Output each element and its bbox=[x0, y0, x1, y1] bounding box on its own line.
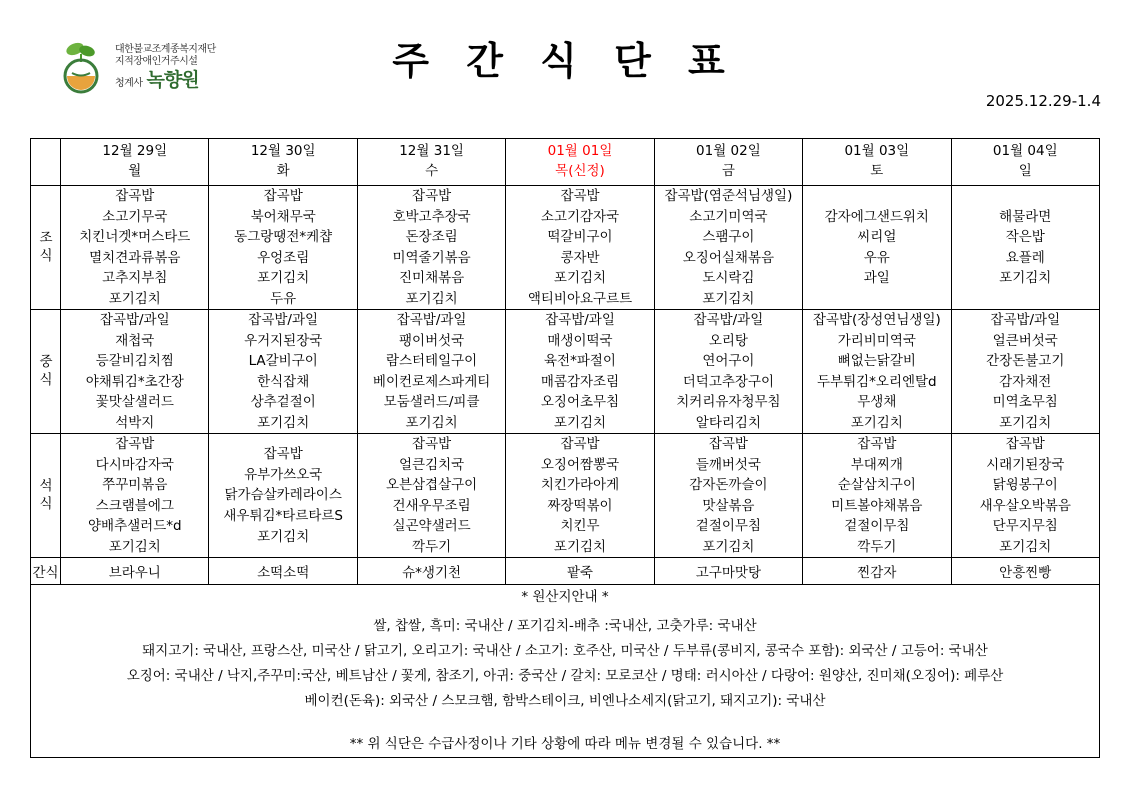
menu-item: 꽃맛살샐러드 bbox=[95, 394, 174, 411]
menu-item: 스크램블에그 bbox=[95, 497, 174, 514]
day-date: 01월 04일 bbox=[992, 143, 1058, 160]
menu-item: 더덕고추장구이 bbox=[682, 373, 775, 390]
menu-item: 포기김치 bbox=[257, 270, 310, 287]
menu-item: 잡곡밥 bbox=[412, 188, 452, 204]
menu-item: 치킨너겟*머스타드 bbox=[79, 229, 191, 246]
menu-item: 감자에그샌드위치 bbox=[824, 208, 929, 225]
menu-item: 팽이버섯국 bbox=[398, 332, 465, 349]
menu-item: 쭈꾸미볶음 bbox=[102, 477, 168, 494]
menu-item: 우거지된장국 bbox=[244, 332, 323, 349]
menu-item: 들깨버섯국 bbox=[695, 456, 762, 473]
meal-type-char: 석 bbox=[39, 478, 52, 495]
weekly-menu-table bbox=[30, 138, 1100, 758]
menu-item: 잡곡밥 bbox=[560, 436, 600, 453]
menu-item: 잡곡밥/과일 bbox=[248, 312, 319, 329]
menu-item: 포기김치 bbox=[257, 414, 310, 431]
menu-item: 씨리얼 bbox=[857, 229, 897, 246]
menu-item: 치킨가라아게 bbox=[540, 477, 620, 494]
menu-item: 매콤감자조림 bbox=[540, 373, 620, 390]
origin-notice-line: 돼지고기: 국내산, 프랑스산, 미국산 / 닭고기, 오리고기: 국내산 / 소고기: 호주산, 미국산 / 두부류(콩비지, 콩국수 포함): 외국산 / 고등어: 국내산 bbox=[142, 643, 988, 660]
day-header-cell bbox=[654, 139, 802, 186]
snack-cell: 안흥찐빵 bbox=[951, 558, 1099, 585]
menu-item: 포기김치 bbox=[553, 270, 607, 287]
day-date: 01월 02일 bbox=[696, 143, 761, 160]
menu-item: 소고기감자국 bbox=[540, 208, 620, 225]
menu-cell bbox=[654, 434, 802, 558]
day-date: 12월 29일 bbox=[102, 143, 168, 160]
menu-item: 소고기무국 bbox=[102, 208, 168, 225]
meal-type-label bbox=[31, 434, 61, 558]
day-weekday: 목(신정) bbox=[555, 163, 605, 179]
menu-item: 양배추샐러드*d bbox=[87, 518, 182, 535]
menu-cell bbox=[506, 310, 654, 434]
menu-item: 매생이떡국 bbox=[547, 332, 613, 349]
meal-type-char: 식 bbox=[39, 247, 52, 264]
org-main-name: 녹향원 bbox=[146, 68, 199, 91]
menu-item: 포기김치 bbox=[999, 270, 1052, 287]
menu-cell bbox=[506, 434, 654, 558]
origin-notice-line: 오징어: 국내산 / 낙지,주꾸미:국산, 베트남산 / 꽃게, 참조기, 아귀: 중국산 / 갈치: 모로코산 / 명태: 러시아산 / 다랑어: 원양산, 진미채(오징어): 페루산 bbox=[126, 668, 1004, 685]
menu-change-disclaimer: ** 위 식단은 수급사정이나 기타 상황에 따라 메뉴 변경될 수 있습니다. ** bbox=[349, 736, 781, 753]
menu-item: 치커리유자청무침 bbox=[676, 394, 781, 411]
menu-cell bbox=[357, 310, 505, 434]
menu-item: 잡곡밥/과일 bbox=[99, 312, 170, 329]
menu-item: 건새우무조림 bbox=[392, 497, 471, 514]
menu-item: 미역초무침 bbox=[992, 394, 1058, 411]
menu-cell bbox=[357, 186, 505, 310]
menu-item: 오징어실채볶음 bbox=[682, 249, 775, 266]
menu-item: 무생채 bbox=[857, 394, 897, 411]
menu-item: 뼈없는닭갈비 bbox=[837, 353, 916, 370]
menu-item: 우엉조림 bbox=[257, 249, 310, 266]
meal-type-char: 식 bbox=[39, 495, 52, 512]
menu-item: 간장돈불고기 bbox=[986, 353, 1065, 370]
origin-notice-cell bbox=[31, 585, 1100, 758]
menu-item: 알타리김치 bbox=[695, 414, 762, 431]
menu-item: 액티비아요구르트 bbox=[527, 290, 633, 307]
menu-item: 감자돈까슬이 bbox=[689, 477, 768, 494]
menu-item: 오징어초무침 bbox=[540, 394, 620, 411]
menu-cell bbox=[506, 186, 654, 310]
menu-item: 포기김치 bbox=[999, 414, 1052, 431]
menu-item: 순살삼치구이 bbox=[837, 477, 916, 494]
menu-item: 람스터테일구이 bbox=[385, 353, 478, 370]
menu-cell bbox=[803, 434, 951, 558]
meal-row bbox=[31, 310, 1100, 434]
menu-item: 잡곡밥(염준석님생일) bbox=[664, 188, 793, 204]
day-date: 01월 03일 bbox=[844, 143, 910, 160]
org-line-1: 대한불교조계종복지재단 bbox=[115, 43, 216, 55]
day-header-cell bbox=[951, 139, 1099, 186]
origin-notice-line: 쌀, 찹쌀, 흑미: 국내산 / 포기김치-배추 :국내산, 고춧가루: 국내산 bbox=[373, 618, 757, 635]
snack-cell: 슈*생기천 bbox=[357, 558, 505, 585]
menu-item: 닭윙봉구이 bbox=[992, 477, 1058, 494]
menu-item: 떡갈비구이 bbox=[547, 229, 613, 246]
document-header bbox=[0, 0, 1129, 120]
menu-cell bbox=[61, 310, 209, 434]
menu-item: 포기김치 bbox=[553, 414, 607, 431]
day-header-cell bbox=[357, 139, 505, 186]
menu-item: 북어채무국 bbox=[250, 208, 316, 225]
menu-item: 과일 bbox=[863, 270, 890, 287]
menu-item: 연어구이 bbox=[702, 353, 755, 370]
date-range-label: 2025.12.29-1.4 bbox=[985, 92, 1101, 110]
menu-item: 석박지 bbox=[115, 414, 155, 431]
menu-item: 시래기된장국 bbox=[986, 456, 1065, 473]
day-header-cell bbox=[209, 139, 357, 186]
org-line-2: 지적장애인거주시설 bbox=[115, 56, 198, 68]
day-weekday: 월 bbox=[128, 163, 142, 179]
menu-item: 단무지무침 bbox=[992, 518, 1058, 535]
menu-item: 포기김치 bbox=[702, 538, 755, 555]
menu-item: 잡곡밥/과일 bbox=[396, 312, 467, 329]
menu-cell bbox=[61, 434, 209, 558]
menu-cell bbox=[951, 310, 1099, 434]
menu-item: 깍두기 bbox=[412, 538, 452, 555]
menu-item: 다시마감자국 bbox=[95, 456, 174, 473]
menu-item: 재첩국 bbox=[115, 332, 155, 349]
day-weekday: 일 bbox=[1018, 163, 1032, 179]
menu-item: 우유 bbox=[863, 249, 890, 266]
menu-item: 호박고추장국 bbox=[392, 208, 471, 225]
day-weekday: 토 bbox=[870, 163, 884, 179]
menu-item: 소고기미역국 bbox=[689, 208, 768, 225]
menu-cell bbox=[357, 434, 505, 558]
meal-type-label bbox=[31, 186, 61, 310]
day-date: 12월 31일 bbox=[399, 143, 464, 160]
menu-cell bbox=[209, 310, 357, 434]
menu-cell bbox=[654, 186, 802, 310]
menu-item: 포기김치 bbox=[999, 538, 1052, 555]
menu-item: 포기김치 bbox=[405, 414, 458, 431]
menu-item: 두부튀김*오리엔탈d bbox=[816, 373, 937, 390]
menu-item: 새우튀김*타르타르S bbox=[223, 507, 344, 524]
menu-cell bbox=[803, 310, 951, 434]
menu-item: 해물라면 bbox=[999, 208, 1052, 225]
menu-item: 포기김치 bbox=[257, 528, 310, 545]
origin-notice-row bbox=[31, 585, 1100, 758]
menu-item: 겉절이무침 bbox=[844, 518, 910, 535]
meal-type-label bbox=[31, 310, 61, 434]
menu-item: 미트볼야채볶음 bbox=[831, 497, 923, 514]
menu-item: 치킨무 bbox=[560, 518, 600, 535]
menu-item: 오징어짬뽕국 bbox=[540, 456, 620, 473]
menu-item: 오리탕 bbox=[708, 332, 748, 349]
menu-item: 잡곡밥/과일 bbox=[693, 312, 764, 329]
menu-item: 미역줄기볶음 bbox=[392, 249, 471, 266]
org-branch-label: 청계사 bbox=[115, 77, 143, 89]
menu-item: 한식잡채 bbox=[257, 373, 310, 390]
menu-item: 작은밥 bbox=[1005, 229, 1045, 246]
meal-type-char: 조 bbox=[39, 230, 52, 246]
menu-item: 실곤약샐러드 bbox=[392, 518, 471, 535]
menu-cell bbox=[209, 434, 357, 558]
menu-item: 감자채전 bbox=[999, 373, 1052, 390]
menu-item: 겉절이무침 bbox=[695, 518, 762, 535]
origin-notice-line: 베이컨(돈육): 외국산 / 스모크햄, 함박스테이크, 비엔나소세지(닭고기, 돼지고기): 국내산 bbox=[304, 693, 826, 710]
menu-item: 진미채볶음 bbox=[398, 270, 465, 287]
menu-item: 잡곡밥 bbox=[1005, 436, 1045, 453]
menu-item: 새우살오박볶음 bbox=[979, 497, 1071, 514]
day-weekday: 수 bbox=[425, 163, 439, 179]
menu-item: 부대찌개 bbox=[850, 456, 903, 473]
day-weekday: 금 bbox=[721, 163, 735, 179]
menu-item: 얼큰김치국 bbox=[398, 456, 465, 473]
menu-item: 잡곡밥(장성연님생일) bbox=[812, 312, 941, 329]
meal-type-char: 식 bbox=[39, 371, 52, 388]
menu-item: 잡곡밥 bbox=[857, 436, 897, 453]
menu-cell bbox=[951, 434, 1099, 558]
menu-item: 잡곡밥 bbox=[708, 436, 748, 453]
day-header-cell bbox=[506, 139, 654, 186]
menu-item: 등갈비김치찜 bbox=[95, 353, 174, 370]
menu-cell bbox=[951, 186, 1099, 310]
day-date: 01월 01일 bbox=[547, 143, 613, 160]
menu-item: 포기김치 bbox=[850, 414, 903, 431]
day-header-cell bbox=[803, 139, 951, 186]
menu-item: 얼큰버섯국 bbox=[992, 332, 1058, 349]
menu-item: 두유 bbox=[270, 290, 297, 307]
menu-item: 돈장조림 bbox=[405, 229, 458, 246]
page-title: 주 간 식 단 표 bbox=[392, 39, 737, 83]
menu-cell bbox=[654, 310, 802, 434]
meal-row bbox=[31, 186, 1100, 310]
snack-cell: 고구마맛탕 bbox=[654, 558, 802, 585]
menu-cell bbox=[803, 186, 951, 310]
menu-cell bbox=[209, 186, 357, 310]
snack-cell: 브라우니 bbox=[61, 558, 209, 585]
menu-item: 잡곡밥 bbox=[412, 436, 452, 453]
menu-item: 잡곡밥 bbox=[263, 188, 303, 204]
menu-item: 포기김치 bbox=[405, 290, 458, 307]
menu-item: 유부가쓰오국 bbox=[244, 466, 323, 483]
menu-item: 짜장떡볶이 bbox=[547, 497, 613, 514]
table-corner-cell bbox=[31, 139, 61, 186]
day-header-cell bbox=[61, 139, 209, 186]
menu-item: 닭가슴살카레라이스 bbox=[224, 487, 342, 504]
menu-item: 멸치견과류볶음 bbox=[89, 249, 181, 266]
menu-item: 야채튀김*초간장 bbox=[85, 373, 184, 390]
menu-item: 고추지부침 bbox=[102, 270, 168, 287]
menu-item: 포기김치 bbox=[108, 538, 161, 555]
day-date: 12월 30일 bbox=[250, 143, 316, 160]
menu-item: 베이컨로제스파게티 bbox=[372, 373, 491, 390]
menu-item: 포기김치 bbox=[108, 290, 161, 307]
snack-row bbox=[31, 558, 1100, 585]
menu-item: 요플레 bbox=[1005, 249, 1045, 266]
snack-cell: 소떡소떡 bbox=[209, 558, 357, 585]
menu-item: 모둠샐러드/피클 bbox=[383, 394, 480, 411]
menu-item: 도시락김 bbox=[702, 270, 755, 287]
origin-notice-title: * 원산지안내 * bbox=[521, 589, 609, 606]
snack-label: 간식 bbox=[31, 558, 61, 585]
menu-item: 잡곡밥 bbox=[263, 446, 303, 463]
menu-item: 콩자반 bbox=[560, 249, 600, 266]
menu-cell bbox=[61, 186, 209, 310]
meal-row bbox=[31, 434, 1100, 558]
meal-type-char: 중 bbox=[39, 354, 52, 371]
menu-item: 잡곡밥 bbox=[115, 188, 155, 204]
menu-item: 잡곡밥 bbox=[115, 436, 155, 453]
menu-item: 상추겉절이 bbox=[250, 394, 316, 411]
menu-item: 포기김치 bbox=[702, 290, 755, 307]
menu-item: 육전*파절이 bbox=[544, 353, 616, 370]
menu-item: 잡곡밥 bbox=[560, 188, 600, 204]
snack-cell: 팥죽 bbox=[506, 558, 654, 585]
menu-item: 오븐삼겹살구이 bbox=[385, 477, 478, 494]
snack-cell: 찐감자 bbox=[803, 558, 951, 585]
menu-item: 포기김치 bbox=[553, 538, 607, 555]
menu-item: 스팸구이 bbox=[702, 229, 755, 246]
menu-item: 잡곡밥/과일 bbox=[545, 312, 615, 329]
menu-item: 동그랑땡전*케챱 bbox=[234, 229, 333, 246]
day-weekday: 화 bbox=[276, 163, 290, 179]
menu-item: LA갈비구이 bbox=[248, 353, 318, 370]
menu-item: 맛살볶음 bbox=[702, 497, 755, 514]
menu-item: 깍두기 bbox=[857, 538, 897, 555]
menu-item: 잡곡밥/과일 bbox=[990, 312, 1061, 329]
table-header-row bbox=[31, 139, 1100, 186]
menu-item: 가리비미역국 bbox=[837, 332, 916, 349]
